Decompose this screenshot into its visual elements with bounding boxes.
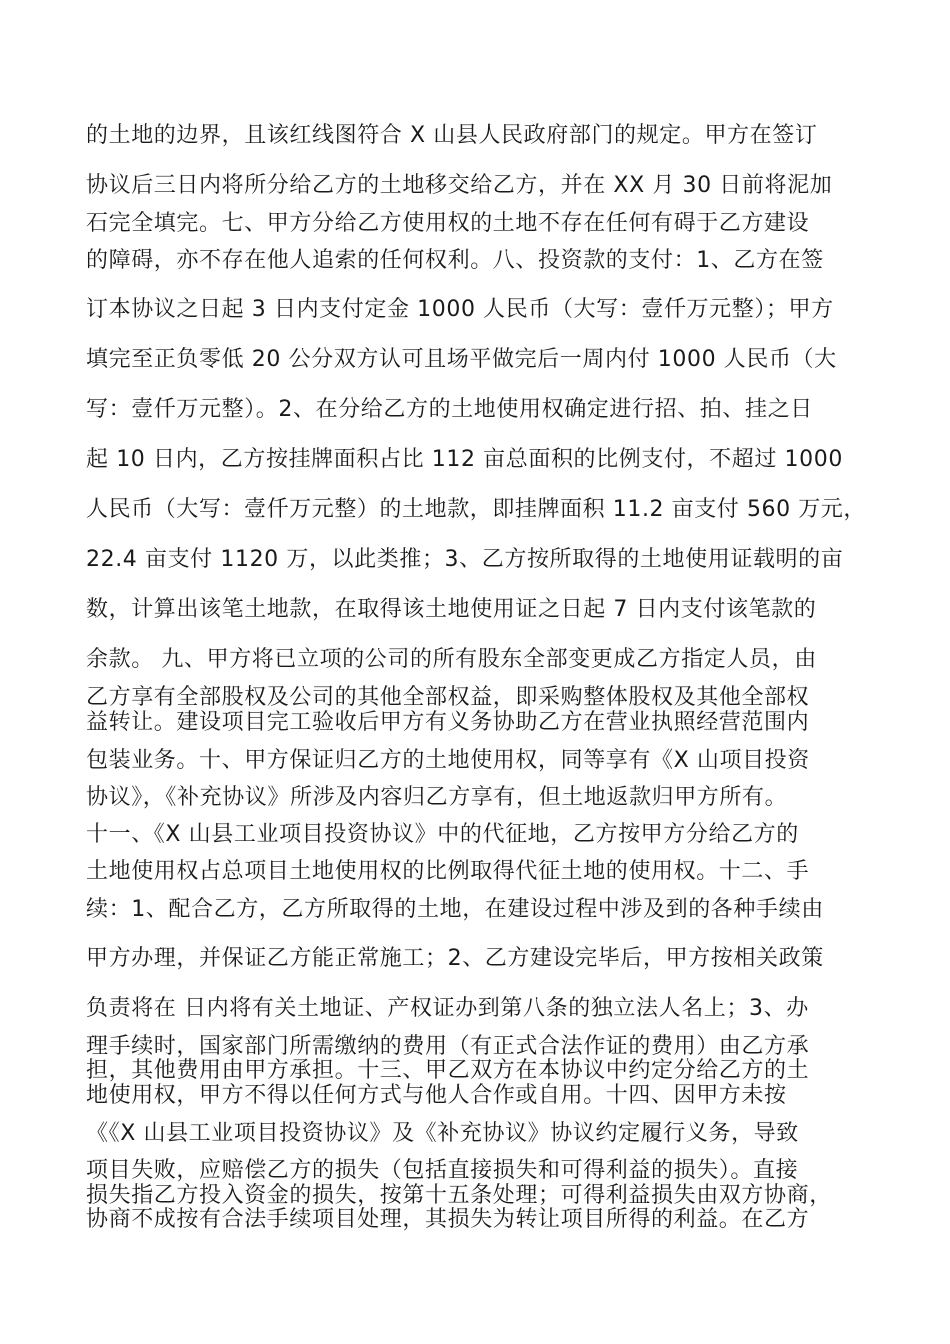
text-line: 损失指乙方投入资金的损失，按第十五条处理；可得利益损失由双方协商， [86, 1183, 832, 1208]
text-line: 余款。 九、甲方将已立项的公司的所有股东全部变更成乙方指定人员，由 [86, 647, 817, 672]
text-line: 十一、《X 山县工业项目投资协议》中的代征地，乙方按甲方分给乙方的 [86, 822, 799, 847]
text-line: 《《X 山县工业项目投资协议》及《补充协议》协议约定履行义务，导致 [86, 1121, 799, 1146]
text-line: 协商不成按有合法手续项目处理，其损失为转让项目所得的利益。在乙方 [86, 1207, 810, 1232]
text-line: 起 10 日内，乙方按挂牌面积占比 112 亩总面积的比例支付，不超过 1000 [86, 447, 843, 472]
text-line: 续：1、配合乙方，乙方所取得的土地，在建设过程中涉及到的各种手续由 [86, 897, 824, 922]
text-line: 负责将在 日内将有关土地证、产权证办到第八条的独立法人名上；3、办 [86, 996, 809, 1021]
text-line: 益转让。建设项目完工验收后甲方有义务协助乙方在营业执照经营范围内 [86, 710, 810, 735]
text-line: 的土地的边界，且该红线图符合 X 山县人民政府部门的规定。甲方在签订 [86, 123, 818, 148]
text-line: 协议》，《补充协议》所涉及内容归乙方享有，但土地返款归甲方所有。 [86, 785, 788, 810]
text-line: 协议后三日内将所分给乙方的土地移交给乙方，并在 XX 月 30 日前将泥加 [86, 173, 833, 198]
text-line: 的障碍，亦不存在他人追索的任何权利。八、投资款的支付：1、乙方在签 [86, 248, 824, 273]
text-line: 理手续时，国家部门所需缴纳的费用（有正式合法作证的费用）由乙方承 [86, 1034, 810, 1059]
text-line: 订本协议之日起 3 日内支付定金 1000 人民币（大写：壹仟万元整）；甲方 [86, 297, 834, 322]
text-line: 数，计算出该笔土地款，在取得该土地使用证之日起 7 日内支付该笔款的 [86, 597, 817, 622]
text-line: 土地使用权占总项目土地使用权的比例取得代征土地的使用权。十二、手 [86, 859, 810, 884]
text-line: 地使用权，甲方不得以任何方式与他人合作或自用。十四、因甲方未按 [86, 1083, 787, 1108]
text-line: 包装业务。十、甲方保证归乙方的土地使用权，同等享有《X 山项目投资 [86, 748, 810, 773]
text-line: 写：壹仟万元整）。2、在分给乙方的土地使用权确定进行招、拍、挂之日 [86, 397, 813, 422]
text-line: 石完全填完。七、甲方分给乙方使用权的土地不存在任何有碍于乙方建设 [86, 211, 810, 236]
text-line: 项目失败，应赔偿乙方的损失（包括直接损失和可得利益的损失）。直接 [86, 1158, 799, 1183]
text-line: 担，其他费用由甲方承担。十三、甲乙双方在本协议中约定分给乙方的土 [86, 1058, 810, 1083]
text-line: 填完至正负零低 20 公分双方认可且场平做完后一周内付 1000 人民币（大 [86, 347, 837, 372]
text-line: 甲方办理，并保证乙方能正常施工；2、乙方建设完毕后，甲方按相关政策 [86, 946, 824, 971]
text-line: 乙方享有全部股权及公司的其他全部权益，即采购整体股权及其他全部权 [86, 685, 810, 710]
text-line: 22.4 亩支付 1120 万，以此类推；3、乙方按所取得的土地使用证载明的亩 [86, 547, 844, 572]
text-line: 人民币（大写：壹仟万元整）的土地款，即挂牌面积 11.2 亩支付 560 万元， [86, 497, 866, 522]
